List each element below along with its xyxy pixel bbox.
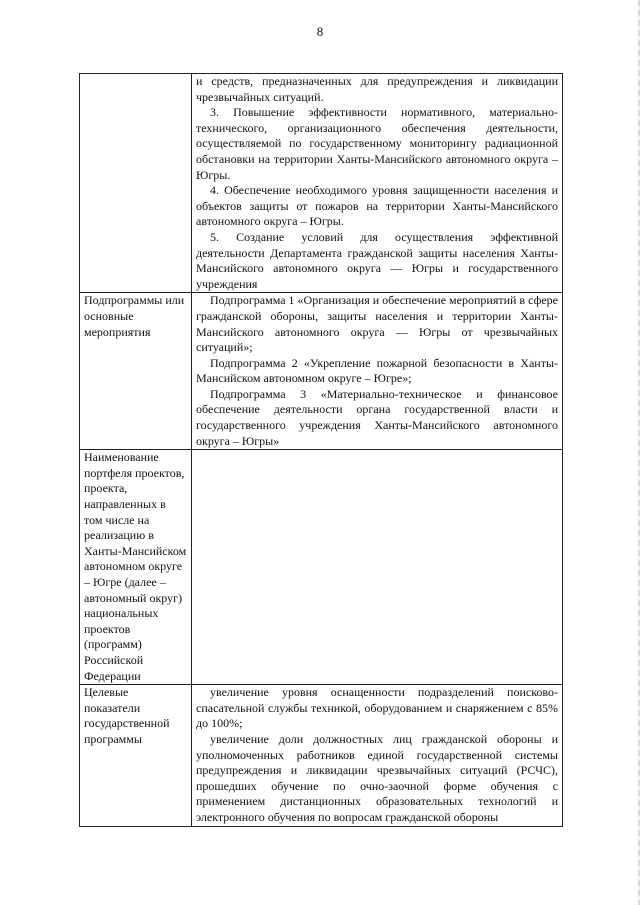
row-label (80, 74, 192, 293)
row-label-indicators: Целевые показатели государственной программы (80, 685, 192, 826)
row-content-portfolio (192, 450, 563, 685)
page-number: 8 (316, 24, 324, 39)
paragraph: и средств, предназначенных для предупреждения и ликвидации чрезвычайных ситуаций. (196, 74, 558, 104)
row-content-indicators (192, 685, 563, 826)
row-label-portfolio: Наименование портфеля проектов, проекта, направленных в том числе на реализацию в Ханты-Мансийском автономном округе – Югре (далее – автономный округ) национальных проектов (программ) Российской Федерации (80, 450, 192, 685)
paragraph: Подпрограмма 3 «Материально-техническое и финансовое обеспечение деятельности органа государственной власти и государственного учреждения Ханты-Мансийского автономного округа – Югры» (196, 386, 558, 448)
row-content-subprograms (192, 293, 563, 450)
row-label-subprograms: Подпрограммы или основные мероприятия (80, 293, 192, 450)
passport-table (79, 73, 563, 827)
paragraph: увеличение доли должностных лиц гражданской обороны и уполномоченных работников единой государственной системы предупреждения и ликвидации чрезвычайных ситуаций (РСЧС), прошедших обучение по очно-заочной форме обучения с применением дистанционных образовательных технологий и электронного обучения по вопросам гражданской обороны (196, 731, 558, 824)
table-row (80, 293, 563, 450)
table-row (80, 685, 563, 826)
paragraph: 5. Создание условий для осуществления эффективной деятельности Департамента гражданской защиты населения Ханты-Мансийского автономного округа — Югры и государственного учреждения (196, 229, 558, 291)
table-row (80, 450, 563, 685)
table-row (80, 74, 563, 293)
paragraph: Подпрограмма 1 «Организация и обеспечение мероприятий в сфере гражданской обороны, защиты населения и территории Ханты-Мансийского автономного округа — Югры от чрезвычайных ситуаций»; (196, 293, 558, 355)
paragraph: 3. Повышение эффективности нормативного, материально-технического, организационного обеспечения деятельности, осуществляемой по государственному мониторингу радиационной обстановки на территории Ханты-Мансийского автономного округа – Югры. (196, 105, 558, 182)
paragraph: увеличение уровня оснащенности подразделений поисково-спасательной службы техникой, оборудованием и снаряжением с 85% до 100%; (196, 685, 558, 731)
paragraph: Подпрограмма 2 «Укрепление пожарной безопасности в Ханты-Мансийском автономном округе – Югре»; (196, 355, 558, 386)
row-content-goals (192, 74, 563, 293)
paragraph: 4. Обеспечение необходимого уровня защищенности населения и объектов защиты от пожаров на территории Ханты-Мансийского автономного округа – Югры. (196, 183, 558, 229)
